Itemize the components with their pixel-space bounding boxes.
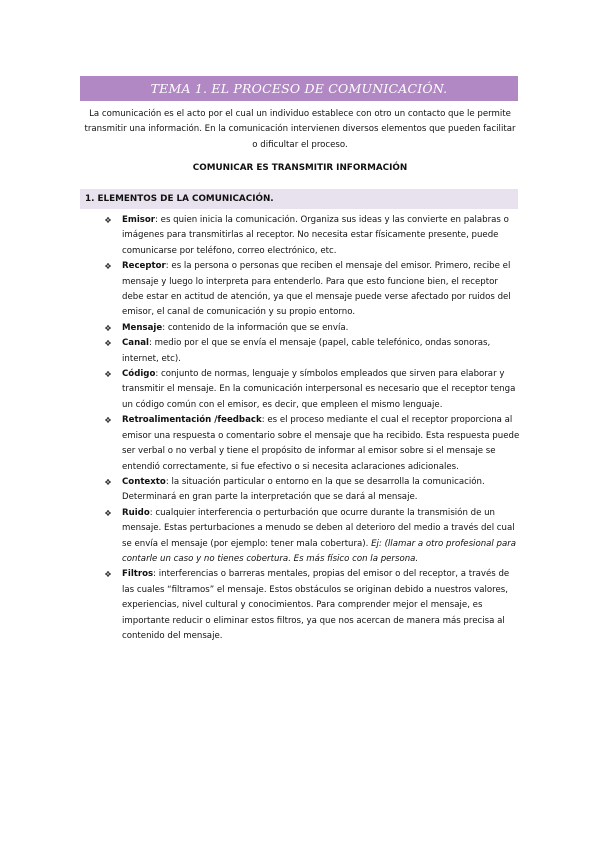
- diamond-bullet-icon: ❖: [104, 215, 112, 225]
- list-item: [100, 259, 520, 321]
- diamond-bullet-icon: ❖: [104, 507, 112, 518]
- item-text: : es el proceso mediante el cual el receptor proporciona al emisor una respuesta o comentario sobre el mensaje que ha recibido. Esta respuesta puede ser verbal o no verbal y tiene el propósito de informar al emisor sobre si el mensaje se entendió correctamente, si fue efectivo o si necesita aclaraciones adicionales.: [122, 415, 520, 472]
- diamond-bullet-icon: ❖: [104, 415, 112, 426]
- item-term: Filtros: [122, 569, 154, 580]
- diamond-bullet-icon: ❖: [104, 369, 112, 380]
- item-term: Ruido: [122, 507, 150, 518]
- item-term: Contexto: [122, 476, 166, 487]
- section-heading: 1. ELEMENTOS DE LA COMUNICACIÓN.: [85, 194, 274, 204]
- intro-paragraph: La comunicación es el acto por el cual un individuo establece con otro un contacto que le permite transmitir una información. En la comunicación intervienen diversos elementos que pueden facilitar o dificultar el proceso.: [84, 109, 516, 150]
- item-text: : cualquier interferencia o perturbación que ocurre durante la transmisión de un mensaje. Estas perturbaciones a menudo se deben al deterioro del medio a través del cual se envía el mensaje (por ejemplo: tener mala cobertura).: [122, 507, 515, 549]
- list-item: [100, 336, 520, 367]
- item-term: Mensaje: [122, 322, 163, 333]
- item-text: : es la persona o personas que reciben el mensaje del emisor. Primero, recibe el mensaje y luego lo interpreta para entenderlo. Para que esto funcione bien, el receptor debe estar en actitud de atención, ya que el mensaje puede verse afectado por ruidos del emisor, el canal de comunicación y su propio entorno.: [122, 261, 511, 318]
- item-term: Código: [122, 369, 156, 380]
- list-item: [100, 506, 520, 568]
- item-text: : interferencias o barreras mentales, propias del emisor o del receptor, a través de las cuales “filtramos” el mensaje. Estos obstáculos se originan debido a nuestros valores, experiencias, nivel cultural y conocimientos. Para comprender mejor el mensaje, es importante reducir o eliminar estos filtros, ya que nos acercan de manera más precisa al contenido del mensaje.: [122, 569, 510, 641]
- list-item: [100, 321, 520, 336]
- list-item: [100, 213, 520, 259]
- list-item: [100, 475, 520, 506]
- diamond-bullet-icon: ❖: [104, 569, 112, 580]
- item-term: Receptor: [122, 261, 166, 272]
- item-text: : contenido de la información que se envía.: [162, 322, 349, 333]
- item-text: : la situación particular o entorno en la que se desarrolla la comunicación. Determinará en gran parte la interpretación que se dará al mensaje.: [122, 476, 485, 503]
- title-banner: [80, 76, 518, 101]
- diamond-bullet-icon: ❖: [104, 322, 112, 333]
- diamond-bullet-icon: ❖: [104, 338, 112, 349]
- diamond-bullet-icon: ❖: [104, 261, 112, 272]
- diamond-bullet-icon: ❖: [104, 476, 112, 487]
- list-item: [100, 413, 520, 475]
- item-text: : medio por el que se envía el mensaje (papel, cable telefónico, ondas sonoras, internet, etc).: [122, 338, 491, 364]
- list-item: [100, 367, 520, 413]
- item-term: Retroalimentación /feedback: [122, 415, 262, 426]
- item-example: Ej: (llamar a otro profesional para contarle un caso y no tienes cobertura. Es más físico con la persona.: [122, 538, 517, 564]
- list-item: [100, 567, 520, 644]
- section-banner: [80, 189, 518, 209]
- item-text: : conjunto de normas, lenguaje y símbolos empleados que sirven para elaborar y transmitir el mensaje. En la comunicación interpersonal es necesario que el receptor tenga un código común con el emisor, es decir, que empleen el mismo lenguaje.: [122, 369, 516, 410]
- item-term: Emisor: [122, 215, 156, 225]
- elements-list: [100, 213, 520, 644]
- item-term: Canal: [122, 338, 149, 349]
- item-text: : es quien inicia la comunicación. Organiza sus ideas y las convierte en palabras o imágenes para transmitirlas al receptor. No necesita estar físicamente presente, puede comunicarse por teléfono, correo electrónico, etc.: [122, 215, 509, 256]
- subheading: COMUNICAR ES TRANSMITIR INFORMACIÓN: [192, 163, 408, 173]
- page-title: TEMA 1. EL PROCESO DE COMUNICACIÓN.: [150, 81, 448, 96]
